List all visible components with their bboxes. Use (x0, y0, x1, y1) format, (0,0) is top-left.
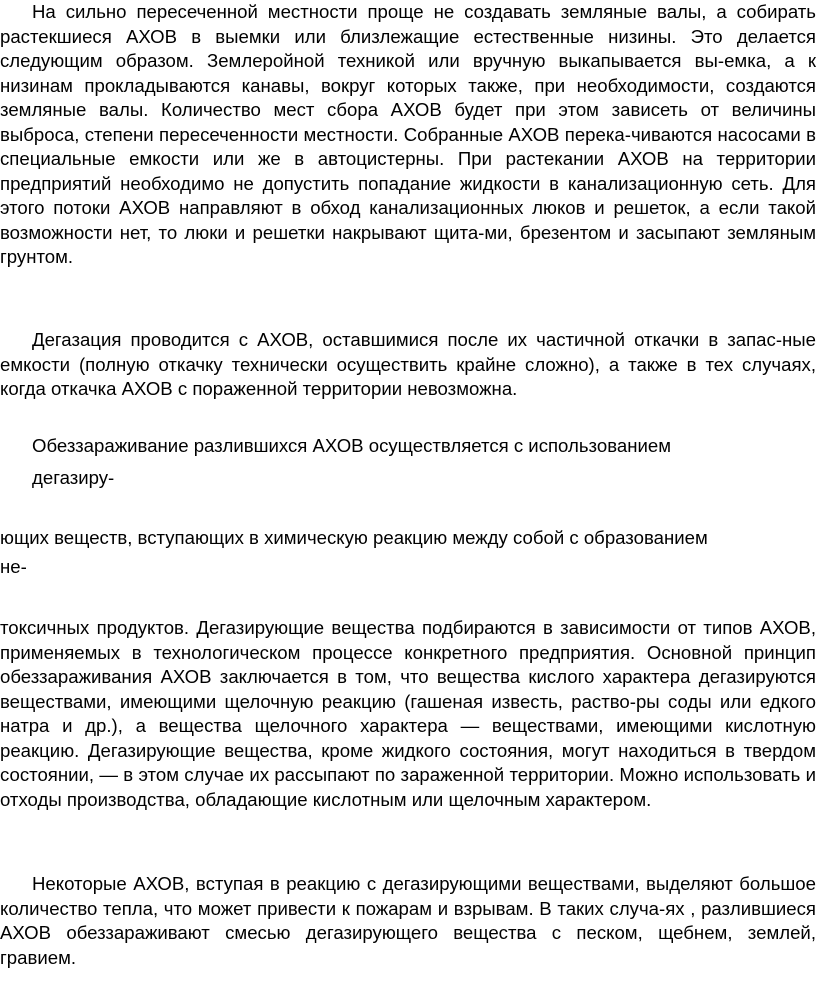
paragraph-neutralization-line-1: Обеззараживание разлившихся АХОВ осуществляется с использованием (32, 435, 671, 456)
paragraph-neutralizing-agents: токсичных продуктов. Дегазирующие вещества подбираются в зависимости от типов АХОВ, применяемых в технологическом процессе конкретного предприятия. Основной принцип обеззараживания АХОВ заключается в том, что вещества кислого характера дегазируются веществами, имеющими щелочную реакцию (гашеная известь, раство-ры соды или едкого натра и др.), а вещества щелочного характера — веществами, имеющими кислотную реакцию. Дегазирующие вещества, кроме жидкого состояния, могут находиться в твердом состоянии, — в этом случае их рассыпают по зараженной территории. Можно использовать и отходы производства, обладающие кислотным или щелочным характером. (0, 617, 816, 810)
paragraph-earth-ramparts: На сильно пересеченной местности проще не создавать земляные валы, а собирать растекшиеся АХОВ в выемки или близлежащие естественные низины. Это делается следующим образом. Землеройной техникой или вручную выкапывается вы-емка, а к низинам прокладываются канавы, вокруг которых также, при необходимости, создаются земляные валы. Количество мест сбора АХОВ будет при этом зависеть от величины выброса, степени пересеченности местности. Собранные АХОВ перека-чиваются насосами в специальные емкости или же в автоцистерны. При растекании АХОВ на территории предприятий необходимо не допустить попадание жидкости в канализационную сеть. Для этого потоки АХОВ направляют в обход канализационных люков и решеток, а если такой возможности нет, то люки и решетки накрывают щита-ми, брезентом и засыпают земляным грунтом. (0, 1, 816, 267)
paragraph-neutralization-line-2: дегазиру- (32, 467, 115, 488)
paragraph-heat-release: Некоторые АХОВ, вступая в реакцию с дегазирующими веществами, выделяют большое количество тепла, что может привести к пожарам и взрывам. В таких случа-ях , разлившиеся АХОВ обеззараживают смесью дегазирующего вещества с песком, щебнем, землей, гравием. (0, 873, 816, 968)
paragraph-neutralization-line-4: не- (0, 556, 27, 577)
paragraph-neutralization-line-3: ющих веществ, вступающих в химическую реакцию между собой с образованием (0, 527, 708, 548)
paragraph-degassing: Дегазация проводится с АХОВ, оставшимися после их частичной откачки в запас-ные емкости (полную откачку технически осуществить крайне сложно), а также в тех случаях, когда откачка АХОВ с пораженной территории невозможна. (0, 329, 816, 399)
